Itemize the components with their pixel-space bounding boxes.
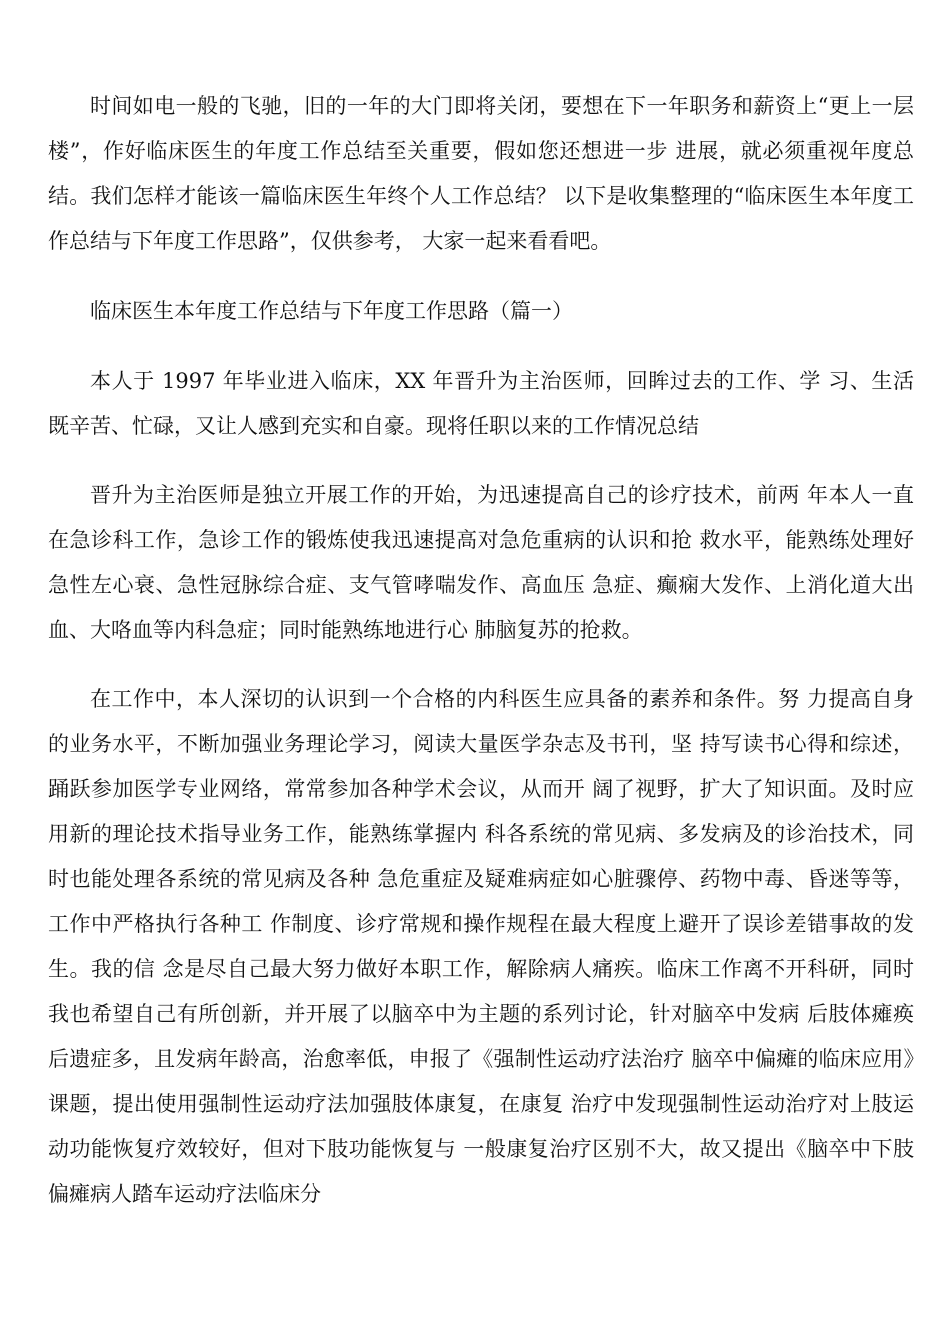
body-paragraph-3: 在工作中，本人深切的认识到一个合格的内科医生应具备的素养和条件。努 力提高自身的业务水平，不断加强业务理论学习，阅读大量医学杂志及书刊，坚 持写读书心得和综述，踊跃参加医学专业网络，常常参加各种学术会议，从而开 阔了视野，扩大了知识面。及时应用新的理论技术指导业务工作，能熟练掌握内 科各系统的常见病、多发病及的诊治技术，同时也能处理各系统的常见病及各种 急危重症及疑难病症如心脏骤停、药物中毒、昏迷等等，工作中严格执行各种工 作制度、诊疗常规和操作规程在最大程度上避开了误诊差错事故的发生。我的信 念是尽自己最大努力做好本职工作，解除病人痛疾。临床工作离不开科研，同时 我也希望自己有所创新，并开展了以脑卒中为主题的系列讨论，针对脑卒中发病 后肢体瘫痪后遗症多，且发病年龄高，治愈率低，申报了《强制性运动疗法治疗 脑卒中偏瘫的临床应用》课题，提出使用强制性运动疗法加强肢体康复，在康复 治疗中发现强制性运动治疗对上肢运动功能恢复疗效较好，但对下肢功能恢复与 一般康复治疗区别不大，故又提出《脑卒中下肢偏瘫病人踏车运动疗法临床分 (48, 687, 914, 1206)
document-page (48, 84, 914, 1217)
section-heading: 临床医生本年度工作总结与下年度工作思路（篇一） (90, 299, 573, 323)
body-paragraph-2: 晋升为主治医师是独立开展工作的开始，为迅速提高自己的诊疗技术，前两 年本人一直在急诊科工作，急诊工作的锻炼使我迅速提高对急危重病的认识和抢 救水平，能熟练处理好急性左心衰、急性冠脉综合症、支气管哮喘发作、高血压 急症、癫痫大发作、上消化道大出血、大咯血等内科急症；同时能熟练地进行心 肺脑复苏的抢救。 (48, 483, 914, 642)
intro-paragraph: 时间如电一般的飞驰，旧的一年的大门即将关闭，要想在下一年职务和薪资上“更上一层楼”，作好临床医生的年度工作总结至关重要，假如您还想进一步 进展，就必须重视年度总结。我们怎样才能该一篇临床医生年终个人工作总结？ 以下是收集整理的“临床医生本年度工作总结与下年度工作思路”，仅供参考， 大家一起来看看吧。 (48, 94, 914, 253)
body-paragraph-1: 本人于 1997 年毕业进入临床，XX 年晋升为主治医师，回眸过去的工作、学 习、生活既辛苦、忙碌，又让人感到充实和自豪。现将任职以来的工作情况总结 (48, 369, 914, 438)
